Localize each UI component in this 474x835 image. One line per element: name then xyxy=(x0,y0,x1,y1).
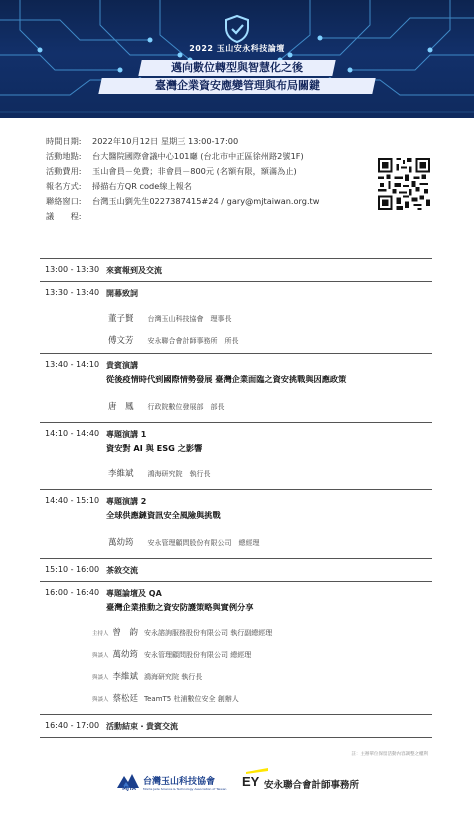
contact-link[interactable]: 台灣玉山劉先生0227387415#24 / gary@mjtaiwan.org.tw xyxy=(92,196,320,206)
speaker-title: 所長 xyxy=(224,337,239,345)
info-label: 聯絡窗口: xyxy=(46,196,82,206)
speaker-title: 執行副總經理 xyxy=(230,629,273,637)
speaker xyxy=(108,467,211,479)
speaker-org: 鴻海研究院 xyxy=(147,470,183,478)
info-row-agenda xyxy=(46,209,319,224)
speaker-title: 部長 xyxy=(210,403,225,411)
agenda-title: 專題論壇及 QA xyxy=(106,589,162,598)
speaker-title: 總經理 xyxy=(230,651,252,659)
info-label: 時間日期: xyxy=(46,136,82,146)
agenda xyxy=(40,258,432,738)
speaker-name: 唐 鳳 xyxy=(108,402,134,412)
agenda-title: 開幕致詞 xyxy=(106,289,138,298)
speaker-name: 萬幼筠 xyxy=(112,650,139,660)
speaker-org: 安永聯合會計師事務所 xyxy=(147,337,218,345)
agenda-item xyxy=(40,353,432,422)
disclaimer-note: 註：主辦單位保留活動內容調整之權利 xyxy=(351,752,428,757)
speaker xyxy=(108,400,225,412)
speaker-name: 蔡松廷 xyxy=(112,694,139,704)
info-label: 活動費用: xyxy=(46,166,82,176)
agenda-item xyxy=(40,281,432,353)
agenda-subtitle: 臺灣企業推動之資安防護策略與實例分享 xyxy=(106,602,254,612)
speaker xyxy=(108,536,260,548)
event-info xyxy=(46,134,319,224)
speaker-org: 鴻海研究院 xyxy=(144,673,180,681)
info-value: 玉山會員－免費；非會員－800元 (名額有限，額滿為止) xyxy=(92,166,297,176)
agenda-title: 來賓報到及交流 xyxy=(106,266,162,275)
info-label: 活動地點: xyxy=(46,151,82,161)
speaker-org: 安永管理顧問股份有限公司 xyxy=(144,651,229,659)
title-line-2: 臺灣企業資安應變管理與布局關鍵 xyxy=(98,78,375,94)
speaker-name: 傅文芳 xyxy=(108,336,134,346)
info-value: 掃描右方QR code線上報名 xyxy=(92,181,192,191)
agenda-subtitle: 全球供應鏈資訊安全風險與挑戰 xyxy=(106,510,221,520)
speaker-role: 與談人 xyxy=(92,675,109,681)
speaker xyxy=(92,648,251,660)
qr-code[interactable] xyxy=(378,158,430,210)
agenda-item xyxy=(40,558,432,581)
info-label: 議 程: xyxy=(46,211,82,221)
forum-name: 2022 玉山安永科技論壇 xyxy=(189,44,285,53)
agenda-item xyxy=(40,489,432,558)
info-row-date xyxy=(46,134,319,149)
speaker-title: 創辦人 xyxy=(217,695,239,703)
agenda-time: 13:00 - 13:30 xyxy=(45,265,100,274)
agenda-title: 貴賓演講 xyxy=(106,361,138,370)
speaker-title: 總經理 xyxy=(238,539,260,547)
agenda-time: 16:00 - 16:40 xyxy=(45,588,100,597)
agenda-subtitle: 從後疫情時代到國際情勢發展 臺灣企業面臨之資安挑戰與因應政策 xyxy=(106,374,347,384)
speaker-name: 李維斌 xyxy=(112,672,139,682)
speaker-org: 台灣玉山科技協會 xyxy=(147,315,204,323)
speaker xyxy=(92,692,239,704)
speaker xyxy=(92,670,202,682)
agenda-time: 16:40 - 17:00 xyxy=(45,721,100,730)
speaker-org: TeamT5 杜浦數位安全 xyxy=(144,695,216,703)
logo1-mark: MJTA xyxy=(122,786,136,792)
info-value: 2022年10月12日 星期三 13:00-17:00 xyxy=(92,136,239,146)
title-line-1: 邁向數位轉型與智慧化之後 xyxy=(138,60,335,76)
agenda-title: 專題演講 1 xyxy=(106,430,147,439)
info-label: 報名方式: xyxy=(46,181,82,191)
info-row-venue xyxy=(46,149,319,164)
speaker xyxy=(108,312,232,324)
agenda-title: 專題演講 2 xyxy=(106,497,147,506)
header-banner xyxy=(0,0,474,118)
agenda-item xyxy=(40,422,432,489)
speaker-role: 與談人 xyxy=(92,653,109,659)
logo1-name: 台灣玉山科技協會 xyxy=(143,777,216,787)
speaker-name: 萬幼筠 xyxy=(108,538,134,548)
agenda-subtitle: 資安對 AI 與 ESG 之影響 xyxy=(106,443,203,453)
agenda-time: 13:40 - 14:10 xyxy=(45,360,100,369)
speaker-org: 安永諮詢服務股份有限公司 xyxy=(144,629,229,637)
agenda-title: 活動結束・貴賓交流 xyxy=(106,722,178,731)
agenda-time: 15:10 - 16:00 xyxy=(45,565,100,574)
speaker-org: 行政院數位發展部 xyxy=(147,403,204,411)
speaker-org: 安永管理顧問股份有限公司 xyxy=(147,539,232,547)
speaker-role: 主持人 xyxy=(92,631,109,637)
agenda-time: 14:10 - 14:40 xyxy=(45,429,100,438)
speaker-name: 曾 韵 xyxy=(112,628,139,638)
agenda-time: 13:30 - 13:40 xyxy=(45,288,100,297)
info-row-signup xyxy=(46,179,319,194)
speaker-title: 執行長 xyxy=(189,470,211,478)
agenda-item xyxy=(40,714,432,738)
logo1-english: Monte Jade Science & Technology Association of Taiwan xyxy=(143,787,227,791)
info-value: 台大醫院國際會議中心101廳 (台北市中正區徐州路2號1F) xyxy=(92,151,304,161)
speaker-title: 執行長 xyxy=(181,673,203,681)
logo2-name: 安永聯合會計師事務所 xyxy=(264,780,360,791)
footer xyxy=(0,764,474,835)
shield-check-icon xyxy=(222,14,252,44)
speaker-role: 與談人 xyxy=(92,697,109,703)
agenda-item xyxy=(40,581,432,714)
info-row-contact xyxy=(46,194,319,209)
agenda-time: 14:40 - 15:10 xyxy=(45,496,100,505)
speaker-title: 理事長 xyxy=(210,315,232,323)
agenda-item xyxy=(40,258,432,281)
speaker xyxy=(108,334,239,346)
agenda-title: 茶敘交流 xyxy=(106,566,138,575)
logo2-mark: EY xyxy=(242,774,260,789)
speaker xyxy=(92,626,272,638)
info-row-fee xyxy=(46,164,319,179)
speaker-name: 李維斌 xyxy=(108,469,134,479)
speaker-name: 董子賢 xyxy=(108,314,134,324)
